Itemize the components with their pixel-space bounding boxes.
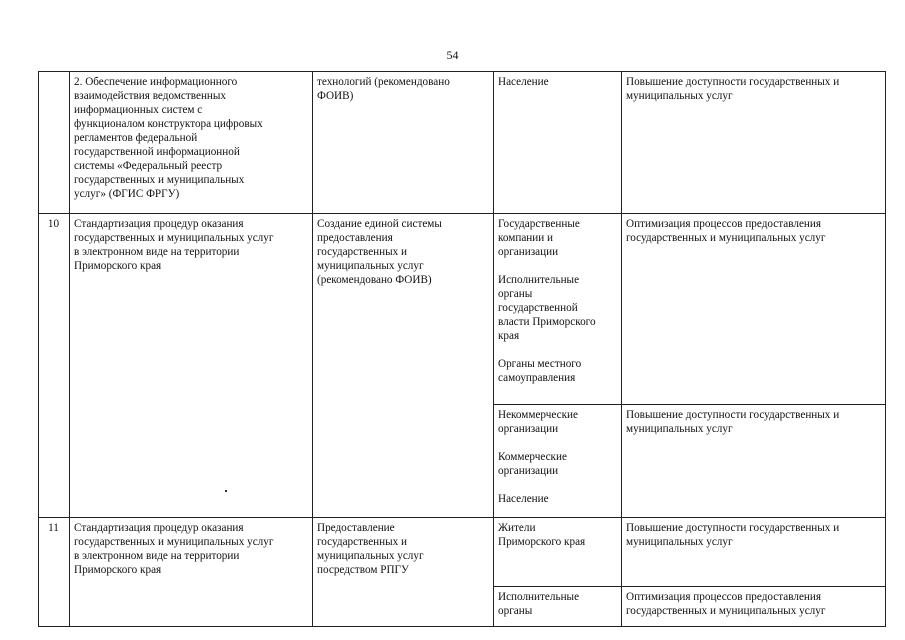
recipient-group: Исполнительные органы [498,591,580,617]
row-number-cell: 10 [39,214,70,518]
measures-table [38,71,886,627]
recipient-group: Население [498,76,549,88]
recipients-cell [494,518,622,587]
measure-name: Стандартизация процедур оказания государственных и муниципальных услуг в электронном виде на территории Приморского края [74,522,274,576]
recipients-cell [494,405,622,518]
service-description: Предоставление государственных и муниципальных услуг посредством РПГУ [317,522,424,576]
result-cell [622,72,886,214]
service-cell [313,72,494,214]
recipient-group: Жители Приморского края [498,522,586,548]
expected-result: Повышение доступности государственных и муниципальных услуг [626,522,840,548]
recipient-group: Население [498,493,549,505]
result-cell [622,587,886,627]
recipients-cell [494,72,622,214]
recipient-group: Исполнительные органы государственной власти Приморского края [498,274,596,342]
result-cell [622,214,886,405]
recipient-group: Коммерческие организации [498,451,567,477]
result-cell [622,405,886,518]
measure-name-cell [70,518,313,627]
table-row [39,214,886,405]
table-row [39,518,886,587]
service-description: Создание единой системы предоставления государственных и муниципальных услуг (рекомендовано ФОИВ) [317,218,442,286]
measure-name-cell [70,214,313,518]
result-cell [622,518,886,587]
recipient-group: Государственные компании и организации [498,218,580,258]
recipient-group: Некоммерческие организации [498,409,578,435]
expected-result: Повышение доступности государственных и муниципальных услуг [626,76,840,102]
expected-result: Оптимизация процессов предоставления государственных и муниципальных услуг [626,218,826,244]
measure-name-cell [70,72,313,214]
service-cell [313,214,494,518]
service-cell [313,518,494,627]
page-number: 54 [446,48,459,62]
measure-name: 2. Обеспечение информационного взаимодействия ведомственных информационных систем с функционалом конструктора цифровых регламентов федеральной государственной информационной системы «Федеральный реестр государственных и муниципальных услуг» (ФГИС ФРГУ) [74,76,263,200]
row-number-cell: 11 [39,518,70,627]
service-description: технологий (рекомендовано ФОИВ) [317,76,450,102]
recipients-cell [494,214,622,405]
expected-result: Повышение доступности государственных и муниципальных услуг [626,409,840,435]
row-number-cell [39,72,70,214]
scan-speck [225,490,227,492]
recipient-group: Органы местного самоуправления [498,358,582,384]
measure-name: Стандартизация процедур оказания государственных и муниципальных услуг в электронном виде на территории Приморского края [74,218,274,272]
recipients-cell [494,587,622,627]
expected-result: Оптимизация процессов предоставления государственных и муниципальных услуг [626,591,826,617]
table-row [39,72,886,214]
